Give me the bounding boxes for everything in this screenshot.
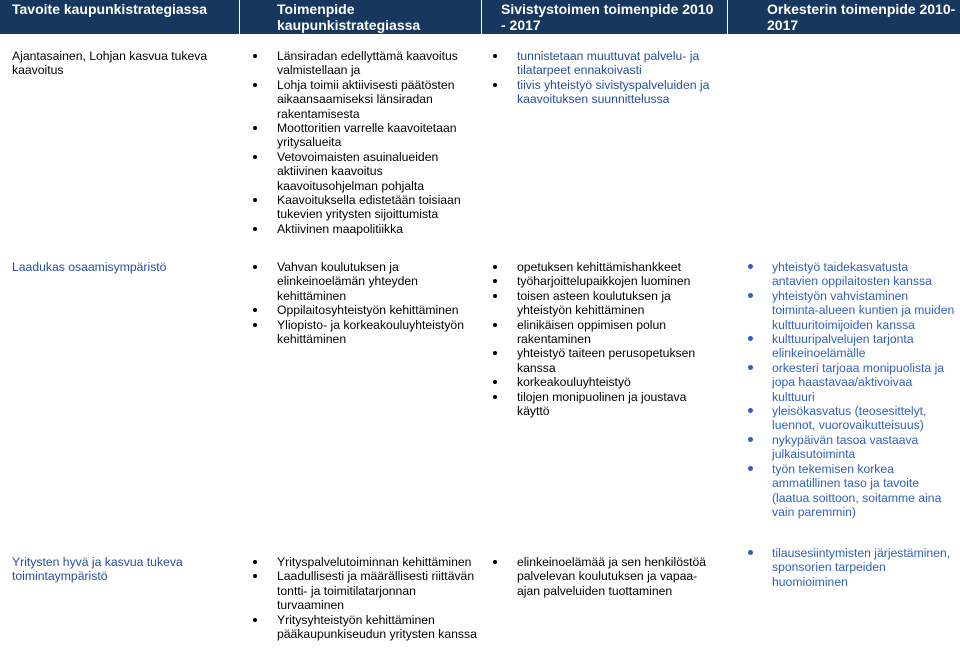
city-actions-cell <box>249 49 479 236</box>
header-orchestra-action: Orkesterin toimenpide 2010-2017 <box>767 1 956 33</box>
list-item: tilausesiintymisten järjestäminen, sponsorien tarpeiden huomioiminen <box>744 546 956 589</box>
list-item: tunnistetaan muuttuvat palvelu- ja tilatarpeet ennakoivasti <box>489 49 717 78</box>
list-item: tiivis yhteistyö sivistyspalveluiden ja kaavoituksen suunnittelussa <box>489 78 717 107</box>
list-item: yhteistyö taiteen perusopetuksen kanssa <box>489 346 717 375</box>
list-item: yhteistyön vahvistaminen toiminta-alueen kuntien ja muiden kulttuuritoimijoiden kanssa <box>744 289 956 332</box>
list-item: Aktiivinen maapolitiikka <box>249 222 479 236</box>
goal-cell: Laadukas osaamisympäristö <box>12 260 167 274</box>
education-actions-cell <box>489 260 717 418</box>
list-item: elinkeinoelämää ja sen henkilöstöä palvelevan koulutuksen ja vapaa-ajan palveluiden tuottaminen <box>489 555 717 598</box>
header-divider <box>727 0 728 34</box>
list-item: Kaavoituksella edistetään toisiaan tukevien yritysten sijoittumista <box>249 193 479 222</box>
list-item: opetuksen kehittämishankkeet <box>489 260 717 274</box>
list-item: työharjoittelupaikkojen luominen <box>489 274 717 288</box>
list-item: Vahvan koulutuksen ja elinkeinoelämän yhteyden kehittäminen <box>249 260 479 303</box>
list-item: yhteistyö taidekasvatusta antavien oppilaitosten kanssa <box>744 260 956 289</box>
city-actions-cell <box>249 260 479 346</box>
list-item: Lohja toimii aktiivisesti päätösten aikaansaamiseksi länsiradan rakentamisesta <box>249 78 479 121</box>
list-item: orkesteri tarjoaa monipuolista ja jopa haastavaa/aktivoivaa kulttuuri <box>744 361 956 404</box>
list-item: toisen asteen koulutuksen ja yhteistyön kehittäminen <box>489 289 717 318</box>
header-divider <box>239 0 240 34</box>
list-item: Yritysyhteistyön kehittäminen pääkaupunkiseudun yritysten kanssa <box>249 613 479 642</box>
list-item: kulttuuripalvelujen tarjonta elinkeinoelämälle <box>744 332 956 361</box>
list-item: Yrityspalvelutoiminnan kehittäminen <box>249 555 479 569</box>
list-item: Vetovoimaisten asuinalueiden aktiivinen kaavoitus kaavoitusohjelman pohjalta <box>249 150 479 193</box>
orchestra-actions-cell <box>744 546 956 589</box>
table-header <box>0 0 960 34</box>
list-item: nykypäivän tasoa vastaava julkaisutoiminta <box>744 433 956 462</box>
city-actions-cell <box>249 555 479 641</box>
education-actions-cell <box>489 49 717 107</box>
goal-cell: Ajantasainen, Lohjan kasvua tukeva kaavoitus <box>12 49 208 78</box>
header-divider <box>481 0 482 34</box>
orchestra-actions-cell <box>744 260 956 519</box>
list-item: yleisökasvatus (teosesittelyt, luennot, vuorovaikutteisuus) <box>744 404 956 433</box>
education-actions-cell <box>489 555 717 598</box>
goal-cell: Yritysten hyvä ja kasvua tukeva toimintaympäristö <box>12 555 183 584</box>
list-item: Yliopisto- ja korkeakouluyhteistyön kehittäminen <box>249 318 479 347</box>
list-item: Oppilaitosyhteistyön kehittäminen <box>249 303 479 317</box>
list-item: työn tekemisen korkea ammatillinen taso ja tavoite (laatua soittoon, soitamme aina vain paremmin) <box>744 462 956 520</box>
list-item: korkeakouluyhteistyö <box>489 375 717 389</box>
list-item: Länsiradan edellyttämä kaavoitus valmistellaan ja <box>249 49 479 78</box>
header-city-action: Toimenpide kaupunkistrategiassa <box>277 1 421 33</box>
list-item: Moottoritien varrelle kaavoitetaan yritysalueita <box>249 121 479 150</box>
header-education-action: Sivistystoimen toimenpide 2010 - 2017 <box>501 1 714 33</box>
list-item: Laadullisesti ja määrällisesti riittävän tontti- ja toimitilatarjonnan turvaaminen <box>249 569 479 612</box>
list-item: tilojen monipuolinen ja joustava käyttö <box>489 390 717 419</box>
list-item: elinikäisen oppimisen polun rakentaminen <box>489 318 717 347</box>
header-goal: Tavoite kaupunkistrategiassa <box>12 1 208 17</box>
